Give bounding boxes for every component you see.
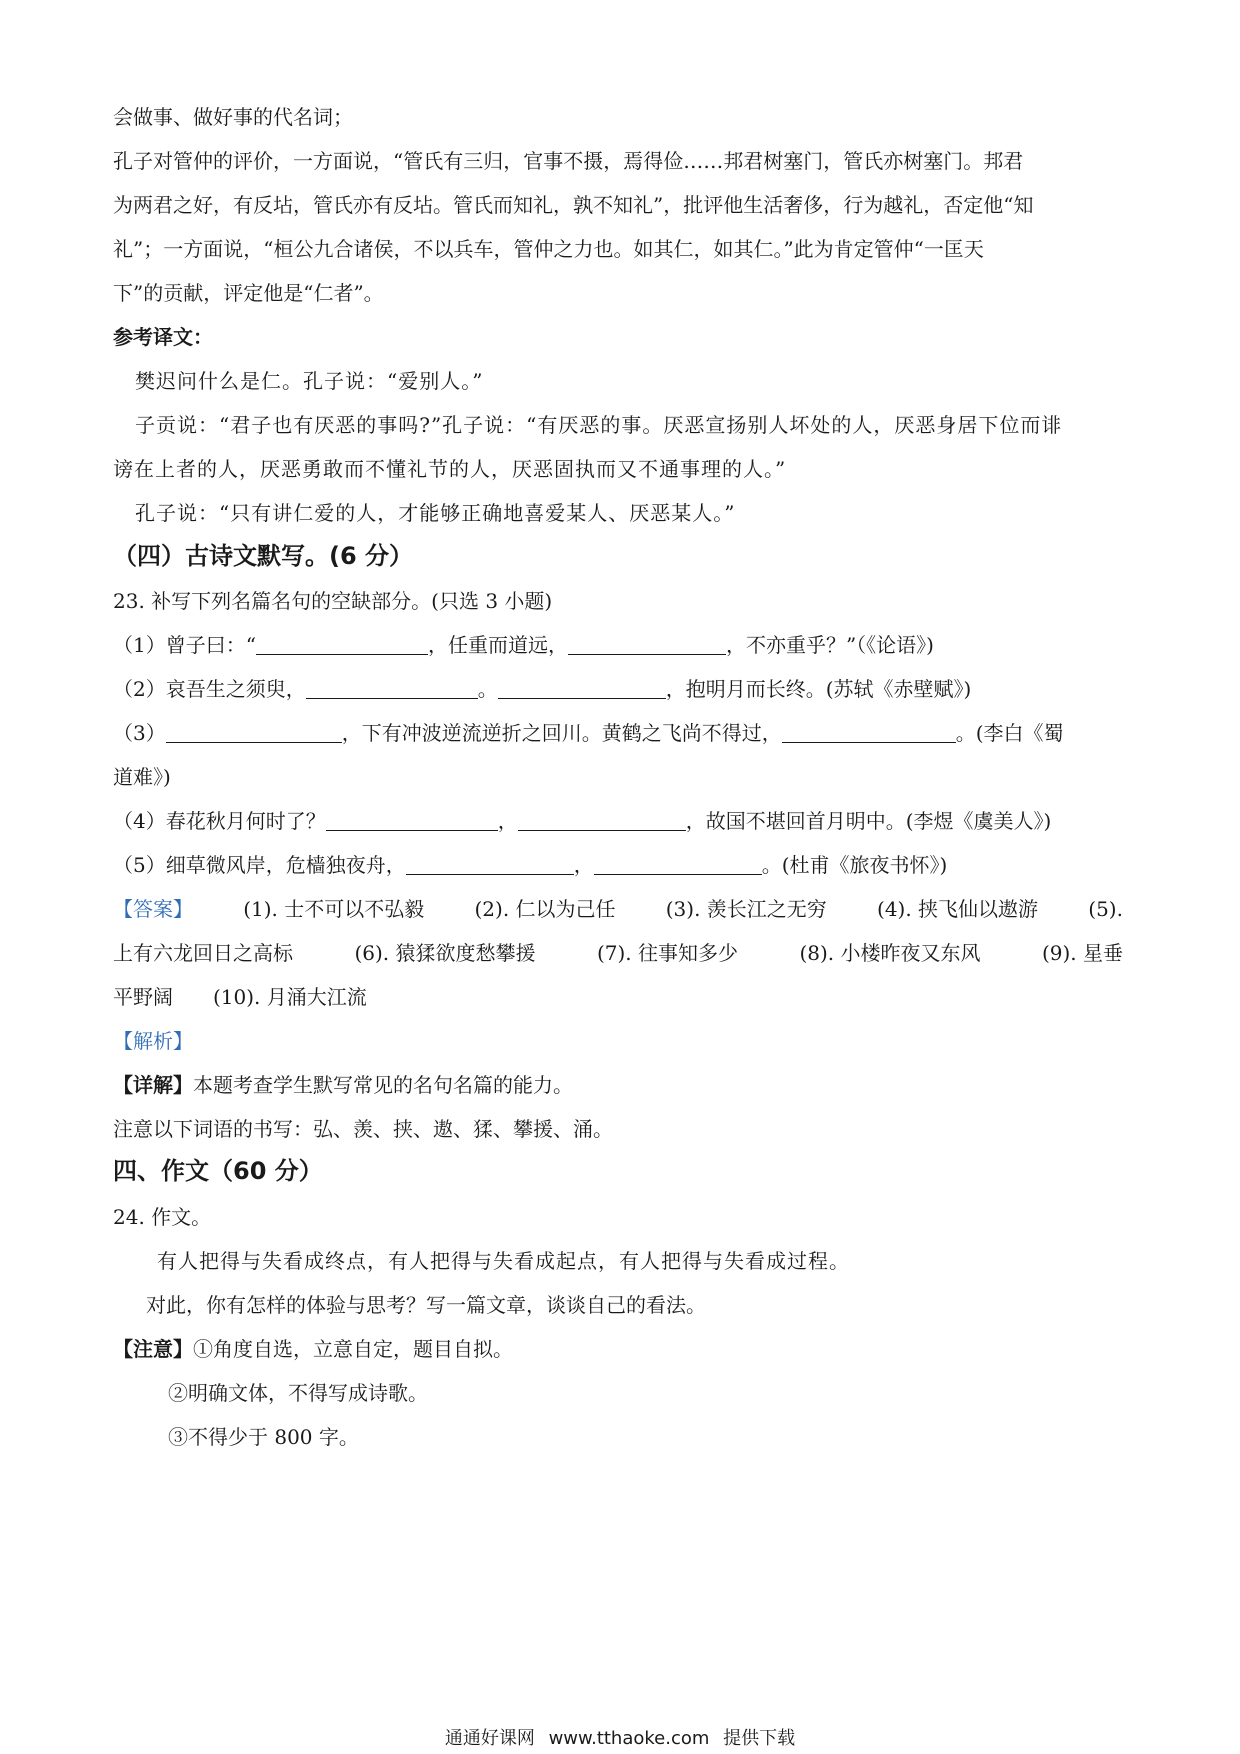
translation-paragraph: 子贡说：“君子也有厌恶的事吗?”孔子说：“有厌恶的事。厌恶宣扬别人坏处的人，厌恶身居下位而诽 bbox=[135, 413, 1063, 437]
commentary-line: 礼”；一方面说，“桓公九合诸侯，不以兵车，管仲之力也。如其仁，如其仁。”此为肯定管仲“一匡天 bbox=[113, 237, 984, 261]
section-heading: （四）古诗文默写。(6 分） bbox=[113, 542, 414, 570]
question-intro: 23. 补写下列名篇名句的空缺部分。(只选 3 小题) bbox=[113, 589, 553, 613]
essay-prompt: 有人把得与失看成终点，有人把得与失看成起点，有人把得与失看成过程。 bbox=[157, 1249, 850, 1273]
answer-item: 平野阔 bbox=[113, 985, 173, 1009]
note-item: ③不得少于 800 字。 bbox=[168, 1425, 359, 1449]
translation-paragraph: 谤在上者的人，厌恶勇敢而不懂礼节的人，厌恶固执而又不通事理的人。” bbox=[113, 457, 787, 481]
fill-question-2: （2）哀吾生之须臾， 。 ，抱明月而长终。(苏轼《赤壁赋》) bbox=[113, 677, 972, 701]
answer-item: (5). bbox=[1088, 897, 1123, 921]
answer-item: 上有六龙回日之高标 bbox=[113, 941, 293, 965]
commentary-line: 为两君之好，有反坫，管氏亦有反坫。管氏而知礼，孰不知礼”，批评他生活奢侈，行为越礼，否定他“知 bbox=[113, 193, 1034, 217]
note-label: 【注意】 bbox=[113, 1337, 193, 1361]
answer-item: (10). 月涌大江流 bbox=[213, 985, 367, 1009]
answer-item: (9). 星垂 bbox=[1041, 941, 1123, 965]
analysis-label: 【解析】 bbox=[113, 1029, 193, 1053]
writing-note: 注意以下词语的书写：弘、羡、挟、遨、猱、攀援、涌。 bbox=[113, 1117, 613, 1141]
footer-tail: 提供下载 bbox=[723, 1728, 796, 1749]
detail-line bbox=[113, 1071, 573, 1099]
answer-item: (3). 羡长江之无穷 bbox=[665, 897, 827, 921]
essay-note bbox=[113, 1335, 513, 1363]
commentary-line: 会做事、做好事的代名词； bbox=[113, 105, 353, 129]
answer-blank bbox=[594, 852, 762, 875]
answer-blank bbox=[166, 720, 342, 743]
answer-item: (4). 挟飞仙以遨游 bbox=[877, 897, 1039, 921]
answer-line bbox=[113, 895, 1123, 923]
answer-blank bbox=[306, 676, 478, 699]
fill-question-3: （3） ，下有冲波逆流逆折之回川。黄鹤之飞尚不得过， 。(李白《蜀 bbox=[113, 721, 1064, 745]
note-item: ②明确文体，不得写成诗歌。 bbox=[168, 1381, 428, 1405]
answer-label: 【答案】 bbox=[113, 897, 193, 921]
footer-site: 通通好课网 bbox=[444, 1728, 535, 1749]
answer-blank bbox=[406, 852, 574, 875]
page-footer bbox=[0, 1724, 1240, 1750]
answer-item: (8). 小楼昨夜又东风 bbox=[799, 941, 981, 965]
answer-blank bbox=[498, 676, 666, 699]
note-item: ①角度自选，立意自定，题目自拟。 bbox=[193, 1337, 513, 1361]
footer-url[interactable]: www.tthaoke.com bbox=[548, 1728, 710, 1749]
answer-blank bbox=[518, 808, 686, 831]
fill-question-4: （4）春花秋月何时了？ ， ，故国不堪回首月明中。(李煜《虞美人》) bbox=[113, 809, 1052, 833]
answer-item: (1). 士不可以不弘毅 bbox=[243, 897, 425, 921]
detail-label: 【详解】 bbox=[113, 1073, 193, 1097]
answer-item: (2). 仁以为己任 bbox=[474, 897, 616, 921]
answer-blank bbox=[256, 632, 428, 655]
fill-question-1: （1）曾子曰：“ ，任重而道远， ，不亦重乎？”（《论语》) bbox=[113, 633, 934, 657]
answer-blank bbox=[326, 808, 498, 831]
answer-item: (6). 猿猱欲度愁攀援 bbox=[354, 941, 536, 965]
translation-paragraph: 孔子说：“只有讲仁爱的人，才能够正确地喜爱某人、厌恶某人。” bbox=[135, 501, 736, 525]
commentary-line: 下”的贡献，评定他是“仁者”。 bbox=[113, 281, 384, 305]
answer-item: (7). 往事知多少 bbox=[596, 941, 738, 965]
answer-blank bbox=[782, 720, 956, 743]
essay-heading: 四、作文（60 分） bbox=[113, 1157, 323, 1185]
answer-line bbox=[113, 983, 367, 1011]
fill-question-5: （5）细草微风岸，危樯独夜舟， ， 。(杜甫《旅夜书怀》) bbox=[113, 853, 948, 877]
translation-paragraph: 樊迟问什么是仁。孔子说：“爱别人。” bbox=[135, 369, 484, 393]
fill-question-3-cont: 道难》) bbox=[113, 765, 171, 789]
answer-blank bbox=[568, 632, 726, 655]
essay-question: 24. 作文。 bbox=[113, 1205, 212, 1229]
detail-text: 本题考查学生默写常见的名句名篇的能力。 bbox=[193, 1073, 573, 1097]
commentary-line: 孔子对管仲的评价，一方面说，“管氏有三归，官事不摄，焉得俭……邦君树塞门，管氏亦树塞门。邦君 bbox=[113, 149, 1024, 173]
translation-heading: 参考译文： bbox=[113, 325, 213, 349]
answer-line bbox=[113, 939, 1123, 967]
essay-task: 对此，你有怎样的体验与思考？写一篇文章，谈谈自己的看法。 bbox=[146, 1293, 706, 1317]
